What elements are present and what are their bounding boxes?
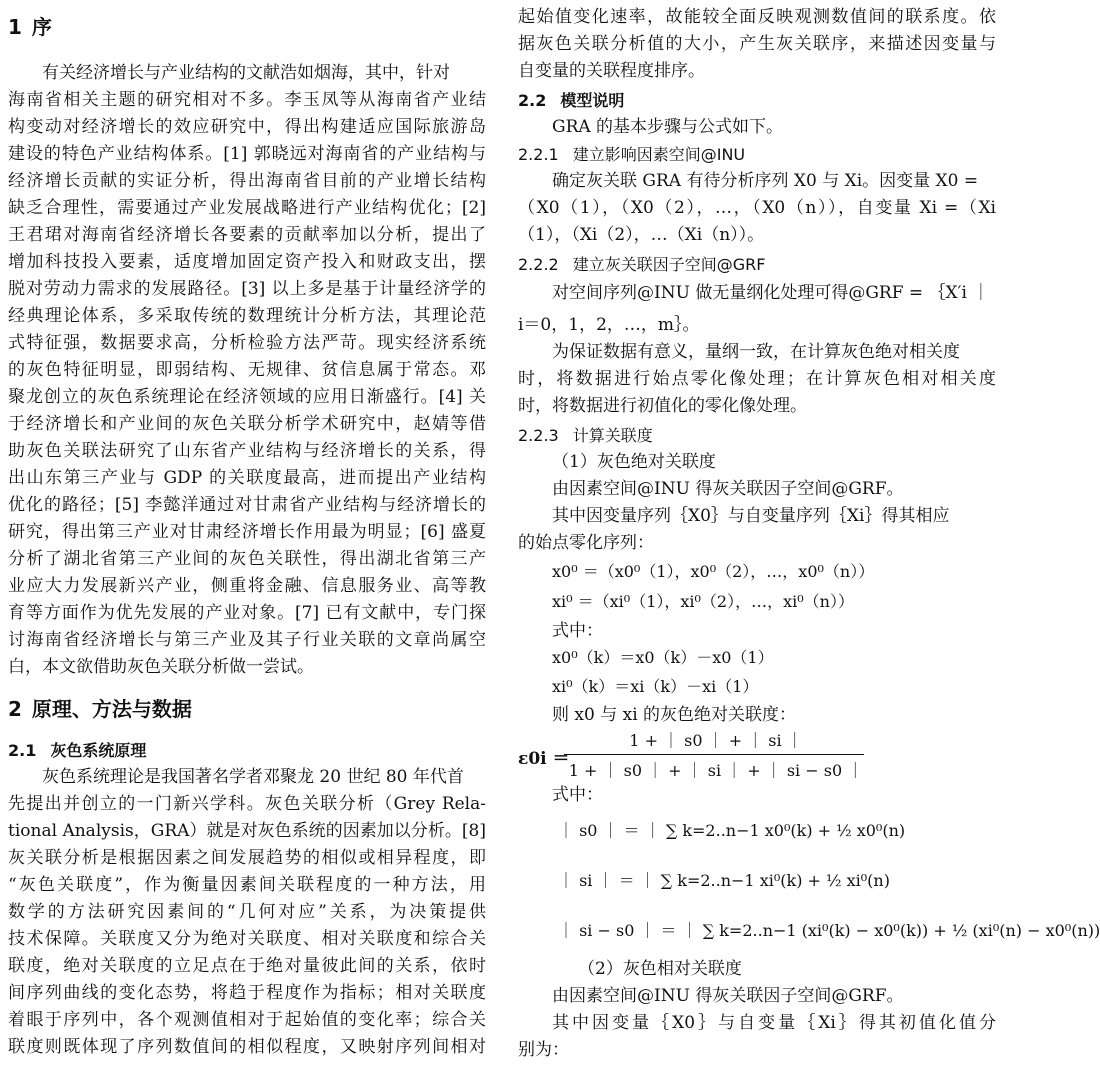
section-title: 计算关联度: [572, 426, 653, 445]
section-title: 序: [31, 15, 52, 39]
para-line: 其中因变量序列｛X0｝与自变量序列｛Xi｝得其相应: [552, 506, 950, 526]
para-line: 缺乏合理性，需要通过产业发展战略进行产业结构优化；[2]: [8, 198, 486, 218]
para-line: 白，本文欲借助灰色关联分析做一尝试。: [8, 657, 314, 677]
fraction-numerator: 1 + ｜ s0 ｜ + ｜ si ｜: [629, 731, 803, 750]
section-number: 2: [8, 697, 22, 721]
para-line: 自变量的关联程度排序。: [518, 61, 705, 81]
para-line: 式中：: [552, 621, 603, 641]
para-line: 出山东第三产业与 GDP 的关联度最高，进而提出产业结构: [8, 468, 486, 488]
para-line: 灰关联分析是根据因素之间发展趋势的相似或相异程度，即: [8, 848, 486, 868]
section-title: 原理、方法与数据: [31, 697, 192, 721]
subsection-title: （2）灰色相对关联度: [578, 959, 742, 979]
para-line: 聚龙创立的灰色系统理论在经济领域的应用日渐盛行。[4] 关: [8, 387, 486, 407]
section-2-heading: [8, 696, 486, 723]
section-number: 2.2: [518, 91, 547, 110]
para-line: 式中：: [552, 785, 603, 805]
section-2-2-3-heading: [518, 422, 996, 449]
section-2-1-heading: [8, 737, 486, 764]
section-number: 2.1: [8, 741, 37, 760]
para-line: 着眼于序列中，各个观测值相对于起始值的变化率；综合关: [8, 1010, 486, 1030]
para-line: 灰色系统理论是我国著名学者邓聚龙 20 世纪 80 年代首: [42, 767, 464, 787]
para-line: 由因素空间@INU 得灰关联因子空间@GRF。: [552, 479, 904, 499]
section-2-2-2-heading: [518, 251, 996, 278]
section-number: 2.2.2: [518, 255, 559, 274]
section-2-2-1-heading: [518, 141, 996, 168]
para-line: 构变动对经济增长的效应研究中，得出构建适应国际旅游岛: [8, 117, 486, 137]
subsection-title: （1）灰色绝对关联度: [552, 452, 716, 472]
para-line: 有关经济增长与产业结构的文献浩如烟海，其中，针对: [42, 63, 450, 83]
para-line: 的始点零化序列：: [518, 533, 654, 553]
para-line: 联度则既体现了序列数值间的相似程度，又映射序列间相对: [8, 1037, 486, 1057]
equation-line: x0⁰ ＝（x0⁰（1），x0⁰（2），…，x0⁰（n））: [552, 562, 875, 581]
para-line: GRA 的基本步骤与公式如下。: [552, 117, 784, 137]
para-line: 则 x0 与 xi 的灰色绝对关联度：: [552, 705, 797, 725]
para-line: “灰色关联度”，作为衡量因素间关联程度的一种方法，用: [8, 875, 486, 895]
equation-line: xi⁰（k）＝xi（k）－xi（1）: [552, 677, 759, 696]
para-line: 增加科技投入要素，适度增加固定资产投入和财政支出，摆: [8, 252, 486, 272]
para-line: 为保证数据有意义，量纲一致，在计算灰色绝对相关度: [552, 342, 960, 362]
para-line: （1），（Xi（2），…（Xi（n））。: [518, 225, 765, 245]
para-line: 优化的路径；[5] 李懿洋通过对甘肃省产业结构与经济增长的: [8, 495, 486, 515]
para-line: 的灰色特征明显，即弱结构、无规律、贫信息属于常态。邓: [8, 360, 486, 380]
para-line: 王君珺对海南省经济增长各要素的贡献率加以分析，提出了: [8, 225, 486, 245]
para-line: i＝0，1，2，…，m｝。: [518, 315, 700, 335]
para-line: 育等方面作为优先发展的产业对象。[7] 已有文献中，专门探: [8, 603, 486, 623]
para-line: 技术保障。关联度又分为绝对关联度、相对关联度和综合关: [8, 929, 486, 949]
para-line: 助灰色关联法研究了山东省产业结构与经济增长的关系，得: [8, 441, 486, 461]
fraction-denominator: 1 + ｜ s0 ｜ + ｜ si ｜ + ｜ si − s0 ｜: [568, 761, 864, 780]
summation-equation: ｜ s0 ｜ ＝ ｜ ∑ k=2..n−1 x0⁰(k) + ½ x0⁰(n): [558, 821, 906, 840]
para-line: 建设的特色产业结构体系。[1] 郭晓远对海南省的产业结构与: [8, 144, 486, 164]
summation-equation: ｜ si ｜ ＝ ｜ ∑ k=2..n−1 xi⁰(k) + ½ xi⁰(n): [558, 871, 890, 890]
para-line: 业应大力发展新兴产业，侧重将金融、信息服务业、高等教: [8, 576, 486, 596]
para-line: tional Analysis，GRA）就是对灰色系统的因素加以分析。[8]: [8, 821, 486, 841]
fraction-bar: [564, 754, 864, 755]
para-line: 讨海南省经济增长与第三产业及其子行业关联的文章尚属空: [8, 630, 486, 650]
section-title: 建立影响因素空间@INU: [572, 145, 746, 164]
section-number: 2.2.1: [518, 145, 559, 164]
fraction-lhs: ε0i ＝: [518, 749, 570, 769]
absolute-relation-fraction: [518, 728, 996, 784]
para-line: 由因素空间@INU 得灰关联因子空间@GRF。: [552, 986, 904, 1006]
section-number: 2.2.3: [518, 426, 559, 445]
para-line: 经典理论体系，多采取传统的数理统计分析方法，其理论范: [8, 306, 486, 326]
para-line: 对空间序列@INU 做无量纲化处理可得@GRF = ｛X′i ｜: [552, 283, 990, 303]
para-line: 先提出并创立的一门新兴学科。灰色关联分析（Grey Rela-: [8, 794, 486, 814]
section-title: 模型说明: [560, 91, 625, 110]
para-line: 经济增长贡献的实证分析，得出海南省目前的产业增长结构: [8, 171, 486, 191]
para-line: 确定灰关联 GRA 有待分析序列 X0 与 Xi。因变量 X0 =: [552, 171, 979, 191]
para-line: 于经济增长和产业间的灰色关联分析学术研究中，赵婧等借: [8, 414, 486, 434]
para-line: 据灰色关联分析值的大小，产生灰关联序，来描述因变量与: [518, 34, 996, 54]
summation-equation: ｜ si − s0 ｜ ＝ ｜ ∑ k=2..n−1 (xi⁰(k) − x0⁰(k)) + ½ (xi⁰(n) − x0⁰(n)): [558, 921, 1100, 940]
section-title: 灰色系统原理: [50, 741, 147, 760]
para-line: 联度，绝对关联度的立足点在于绝对量彼此间的关系，依时: [8, 956, 486, 976]
para-line: 式特征强，数据要求高，分析检验方法严苛。现实经济系统: [8, 333, 486, 353]
para-line: （X0（1），（X0（2），…，（X0（n）），自变量 Xi =（Xi: [518, 198, 996, 218]
para-line: 其中因变量｛X0｝与自变量｛Xi｝得其初值化值分: [552, 1013, 996, 1033]
para-line: 数学的方法研究因素间的“几何对应”关系，为决策提供: [8, 902, 486, 922]
section-title: 建立灰关联因子空间@GRF: [572, 255, 766, 274]
para-line: 间序列曲线的变化态势，将趋于程度作为指标；相对关联度: [8, 983, 486, 1003]
equation-line: xi⁰ ＝（xi⁰（1），xi⁰（2），…，xi⁰（n））: [552, 592, 854, 611]
section-1-heading: [8, 14, 486, 41]
para-line: 别为：: [518, 1040, 569, 1060]
equation-line: x0⁰（k）＝x0（k）－x0（1）: [552, 648, 774, 667]
para-line: 时，将数据进行初值化的零化像处理。: [518, 396, 807, 416]
section-2-2-heading: [518, 87, 996, 114]
para-line: 海南省相关主题的研究相对不多。李玉凤等从海南省产业结: [8, 90, 486, 110]
para-line: 分析了湖北省第三产业间的灰色关联性，得出湖北省第三产: [8, 549, 486, 569]
section-number: 1: [8, 15, 22, 39]
para-line: 研究，得出第三产业对甘肃经济增长作用最为明显；[6] 盛夏: [8, 522, 486, 542]
para-line: 起始值变化速率，故能较全面反映观测数值间的联系度。依: [518, 7, 996, 27]
para-line: 时，将数据进行始点零化像处理；在计算灰色相对相关度: [518, 369, 996, 389]
para-line: 脱对劳动力需求的发展路径。[3] 以上多是基于计量经济学的: [8, 279, 486, 299]
